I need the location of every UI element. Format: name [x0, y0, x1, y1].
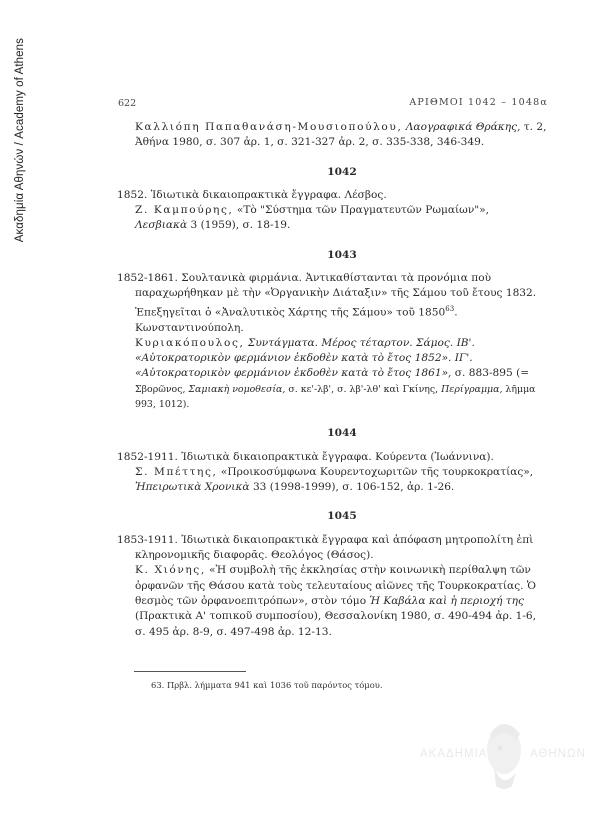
entry-number: 1044: [327, 427, 357, 440]
entry-heading: [117, 450, 549, 465]
entry-ref-note: [135, 384, 536, 410]
page-number: 622: [118, 98, 137, 109]
continuation-author: Καλλιόπη Παπαθανάση-Μουσιοπούλου,: [135, 121, 403, 133]
running-head: ΑΡΙΘΜΟΙ 1042 – 1048α: [409, 97, 548, 108]
note-title: Σαμιακὴ νομοθεσία,: [188, 383, 286, 395]
entry-dates: 1853-1911.: [117, 533, 178, 546]
entry-heading: [117, 188, 549, 203]
entry-1042: [117, 165, 549, 234]
entry-ref-title: Συντάγματα. Μέρος τέταρτον. Σάμος. ΙΒ'. «Αὐτοκρατορικὸν φερμάνιον ἐκδοθὲν κατὰ τὸ ἔτος 1852». ΙΓ'. «Αὐτοκρατορικὸν φερμάνιον ἐκδοθὲν κατὰ τὸ ἔτος 1861»,: [135, 336, 475, 380]
entry-ref-details: (Πρακτικὰ Α' τοπικοῦ συμποσίου), Θεσσαλονίκη 1980, σ. 490-494 ἀρ. 1-6, σ. 495 ἀρ. 8-9, σ. 497-498 ἀρ. 12-13.: [135, 610, 536, 638]
entry-ref-title: «Προικοσύμφωνα Κουρεντοχωριτῶν τῆς τουρκοκρατίας»,: [217, 465, 534, 478]
entry-ref-journal: Λεσβιακὰ: [135, 219, 188, 232]
entry-reference: [117, 465, 549, 496]
page-body: [117, 120, 549, 640]
entry-ref-volume: Ἡ Καβάλα καὶ ἡ περιοχή της: [369, 594, 524, 607]
entry-1043: [117, 248, 549, 413]
entry-ref-title: «Τὸ "Σύστημα τῶν Πραγματευτῶν Ρωμαίων"»,: [233, 204, 489, 217]
archive-side-label: Ακαδημία Αθηνών / Academy of Athens: [14, 38, 26, 243]
entry-number: 1043: [327, 248, 357, 261]
entry-1045: [117, 509, 549, 639]
footnote-marker[interactable]: 63: [445, 304, 455, 313]
watermark-left-text: ΑΚΑΔΗΜΙΑ: [420, 748, 488, 760]
entry-description-tail: . Κωνσταντινούπολη.: [135, 306, 458, 334]
footnote-63: 63. Πρβλ. λήμματα 941 καὶ 1036 τοῦ παρόντος τόμου.: [151, 680, 383, 690]
entry-author: Σ. Μπέττης,: [135, 465, 218, 478]
entry-author: Ζ. Καμπούρης,: [135, 204, 234, 217]
entry-reference: [117, 336, 549, 412]
entry-dates: 1852-1911.: [117, 450, 178, 463]
note-title-2: Περίγραμμα,: [441, 383, 503, 395]
entry-ref-details: σ. 883-895 (=: [451, 367, 530, 380]
entry-dates: 1852-1861.: [117, 272, 178, 285]
entry-description: Ἰδιωτικὰ δικαιοπρακτικὰ ἔγγραφα. Κούρεντα (Ἰωάννινα).: [177, 450, 494, 463]
entry-ref-details: 3 (1959), σ. 18-19.: [187, 219, 291, 232]
entry-heading: [117, 271, 549, 336]
note-details: σ. κε'-λβ', σ. λβ'-λθ' καὶ Γκίνης,: [285, 383, 439, 395]
continuation-title: Λαογραφικά Θράκης,: [405, 121, 521, 133]
entry-number: 1042: [327, 165, 357, 178]
entry-heading: [117, 533, 549, 564]
entry-dates: 1852.: [117, 188, 148, 201]
entry-author: Κ. Χιόνης,: [135, 564, 206, 577]
entry-author: Κυριακόπουλος,: [135, 336, 245, 349]
note-end: λῆμμα 993, 1012).: [135, 383, 536, 410]
academy-watermark: [420, 720, 586, 800]
entry-ref-journal: Ἠπειρωτικὰ Χρονικὰ: [135, 481, 250, 494]
continuation-details: τ. 2, Ἀθήνα 1980, σ. 307 ἀρ. 1, σ. 321-327 ἀρ. 2, σ. 335-338, 346-349.: [135, 121, 547, 149]
entry-reference: [117, 563, 549, 639]
athena-head-icon: [482, 720, 526, 792]
entry-description: Σουλτανικὰ φιρμάνια. Ἀντικαθίστανται τὰ προνόμια ποὺ παραχωρήθηκαν μὲ τὴν «Ὀργανικὴν Διάταξιν» τῆς Σάμου τοῦ ἔτους 1832. Ἐπεξηγεῖται ὁ «Ἀναλυτικὸς Χάρτης τῆς Σάμου» τοῦ 1850: [135, 272, 537, 319]
entry-ref-details: 33 (1998-1999), σ. 106-152, ἀρ. 1-26.: [249, 481, 455, 494]
entry-ref-title: «Ἡ συμβολὴ τῆς ἐκκλησίας στὴν κοινωνικὴ περίθαλψη τῶν ὀρφανῶν τῆς Θάσου κατὰ τοὺς τελευταίους αἰῶνες τῆς Τουρκοκρατίας. Ὁ θεσμὸς τῶν ὀρφανοεπιτρόπων», στὸν τόμο: [135, 564, 536, 607]
entry-reference: [117, 203, 549, 234]
entry-1044: [117, 426, 549, 495]
note-author: Σβορῶνος,: [135, 383, 186, 395]
continuation-reference: [117, 120, 549, 151]
entry-description: Ἰδιωτικὰ δικαιοπρακτικὰ ἔγγραφα καὶ ἀπόφαση μητροπολίτη ἐπὶ κληρονομικῆς διαφορᾶς. Θεολόγος (Θάσος).: [135, 533, 534, 562]
footnote-divider: [134, 671, 246, 672]
entry-description: Ἰδιωτικὰ δικαιοπρακτικὰ ἔγγραφα. Λέσβος.: [147, 188, 387, 201]
watermark-right-text: ΑΘΗΝΩΝ: [530, 748, 586, 760]
entry-number: 1045: [327, 510, 357, 523]
